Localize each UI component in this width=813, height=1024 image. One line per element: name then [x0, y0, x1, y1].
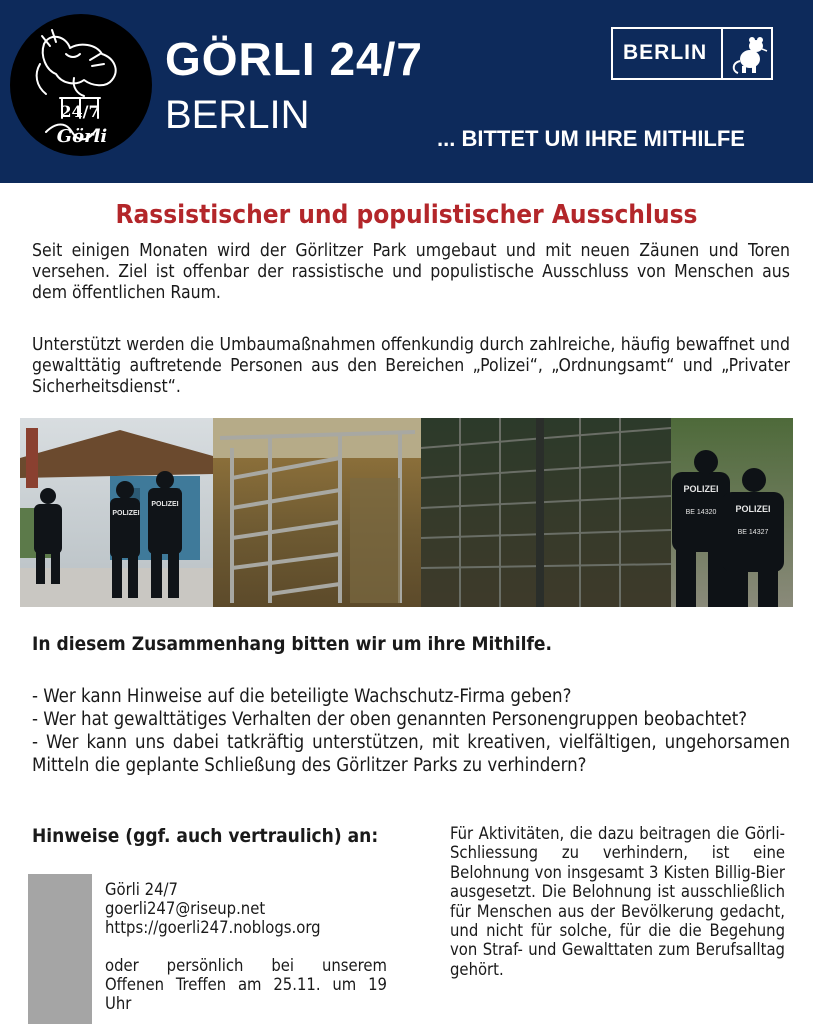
berlin-badge-text: BERLIN: [623, 41, 708, 64]
police-code-1: BE 14320: [685, 509, 717, 516]
photo-fence: [421, 418, 671, 607]
logo-script: Görli: [56, 126, 108, 147]
contact-name: Görli 24/7: [105, 880, 178, 899]
support-paragraph: Unterstützt werden die Umbaumaßnahmen offenkundig durch zahlreiche, häufig bewaffnet und gewalttätig auftretende Personen aus den Bereichen „Polizei“, „Ordnungsamt“ und „Privater Sicherheitsdienst“.: [32, 335, 790, 397]
photo-strip: [20, 418, 793, 607]
police-label-1: POLIZEI: [683, 484, 719, 494]
question-list: [32, 685, 790, 777]
question-item: - Wer kann uns dabei tatkräftig unterstützen, mit kreativen, vielfältigen, ungehorsamen Mitteln die geplante Schließung des Görlitzer Parks zu verhindern?: [32, 732, 790, 776]
meeting-line-3: Uhr: [105, 994, 132, 1013]
badge-divider: [721, 29, 723, 78]
reward-paragraph: Für Aktivitäten, die dazu beitragen die Görli-Schliessung zu verhindern, ist eine Belohnung von insgesamt 3 Kisten Billig-Bier ausgesetzt. Die Belohnung ist ausschließlich für Menschen aus der Bevölkerung gedacht, und nicht für solche, für die die Begehung von Straf- und Gewalttaten zum Berufsalltag gehört.: [450, 824, 785, 979]
contact-block: [105, 880, 387, 1013]
police-label-3: POLIZEI: [112, 510, 140, 517]
appeal-heading: In diesem Zusammenhang bitten wir um ihre Mithilfe.: [32, 633, 552, 655]
police-code-2: BE 14327: [737, 529, 769, 536]
photo-turnstile-gate: [213, 418, 421, 607]
logo-number: 24/7: [60, 102, 100, 121]
brand-title: GÖRLI 24/7: [165, 33, 423, 85]
contact-heading: Hinweise (ggf. auch vertraulich) an:: [32, 825, 379, 847]
tagline: ... BITTET UM IHRE MITHILFE: [437, 126, 745, 151]
question-item: - Wer kann Hinweise auf die beteiligte Wachschutz-Firma geben?: [32, 686, 572, 707]
spacer: [105, 937, 387, 956]
berlin-badge: [611, 27, 773, 80]
grey-bar: [28, 874, 92, 1024]
brand-subtitle: BERLIN: [165, 93, 310, 137]
goerli-rat-logo-icon: [10, 14, 152, 156]
meeting-line-1: oder persönlich bei unserem: [105, 956, 387, 975]
headline: Rassistischer und populistischer Ausschluss: [115, 200, 698, 230]
question-item: - Wer hat gewalttätiges Verhalten der oben genannten Personengruppen beobachtet?: [32, 709, 748, 730]
meeting-line-2: Offenen Treffen am 25.11. um 19: [105, 975, 387, 994]
contact-url[interactable]: https://goerli247.noblogs.org: [105, 918, 321, 937]
intro-paragraph: Seit einigen Monaten wird der Görlitzer Park umgebaut und mit neuen Zäunen und Toren versehen. Ziel ist offenbar der rassistische und populistische Ausschluss von Menschen aus dem öffentlichen Raum.: [32, 241, 790, 303]
police-label-2: POLIZEI: [735, 504, 771, 514]
police-label-4: POLIZEI: [151, 501, 179, 508]
header-banner: [0, 0, 813, 183]
berlin-bear-rat-icon: [730, 33, 768, 75]
contact-email[interactable]: goerli247@riseup.net: [105, 899, 266, 918]
